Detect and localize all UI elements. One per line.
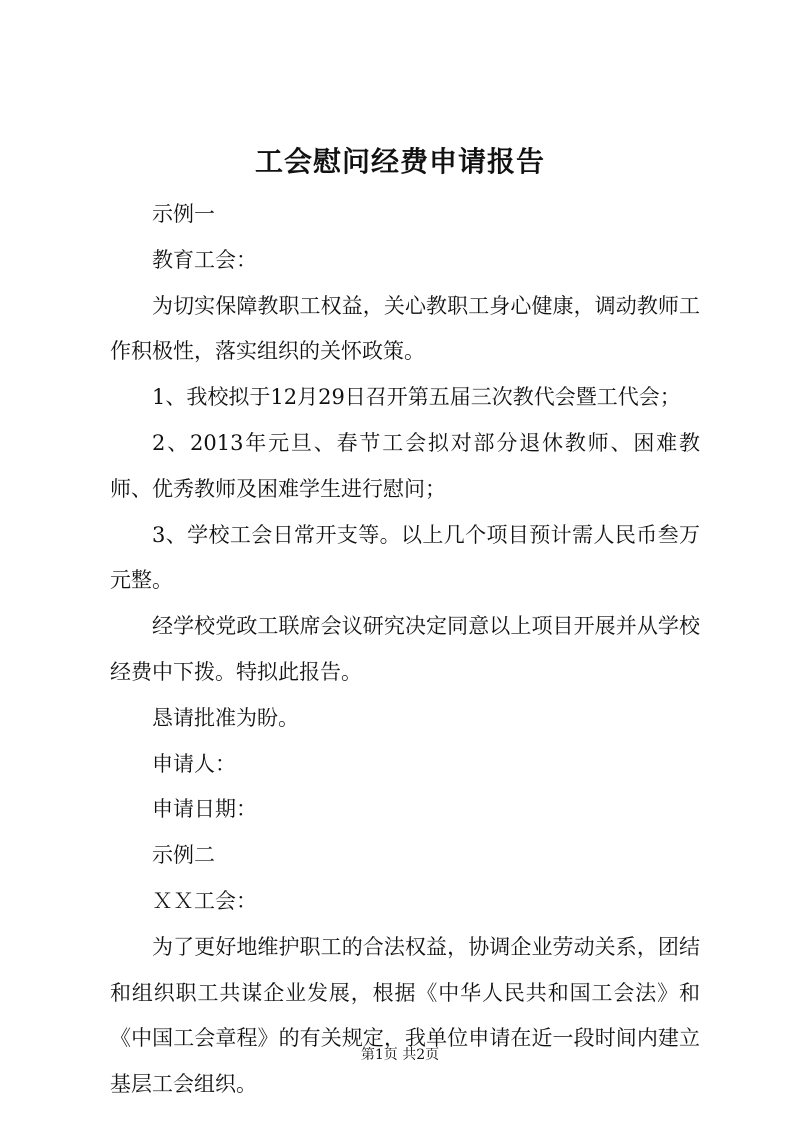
paragraph-application-date: 申请日期： (152, 797, 257, 822)
paragraph-item-1: 1、我校拟于12月29日召开第五届三次教代会暨工代会； (152, 385, 681, 410)
page-footer: 第1页 共2页 (360, 1047, 440, 1063)
paragraph-purpose: 为切实保障教职工权益，关心教职工身心健康，调动教师工作积极性，落实组织的关怀政策。 (110, 293, 700, 364)
paragraph-recipient-education-union: 教育工会： (152, 247, 257, 272)
paragraph-recipient-xx-union: ＸＸ工会： (152, 888, 257, 913)
paragraph-applicant: 申请人： (152, 751, 236, 776)
paragraph-decision: 经学校党政工联席会议研究决定同意以上项目开展并从学校经费中下拨。特拟此报告。 (110, 614, 700, 684)
document-body (110, 192, 700, 1108)
paragraph-establish-union: 为了更好地维护职工的合法权益，协调企业劳动关系，团结和组织职工共谋企业发展，根据《中华人民共和国工会法》和《中国工会章程》的有关规定，我单位申请在近一段时间内建立基层工会组织。 (110, 934, 700, 1097)
paragraph-item-2: 2、2013年元旦、春节工会拟对部分退休教师、困难教师、优秀教师及困难学生进行慰问； (110, 430, 700, 501)
paragraph-example-one-heading: 示例一 (152, 202, 215, 226)
paragraph-example-two-heading: 示例二 (152, 843, 215, 868)
paragraph-request-approval: 恳请批准为盼。 (152, 705, 299, 730)
document-title: 工会慰问经费申请报告 (254, 145, 545, 178)
paragraph-item-3: 3、学校工会日常开支等。以上几个项目预计需人民币叁万元整。 (110, 522, 700, 593)
